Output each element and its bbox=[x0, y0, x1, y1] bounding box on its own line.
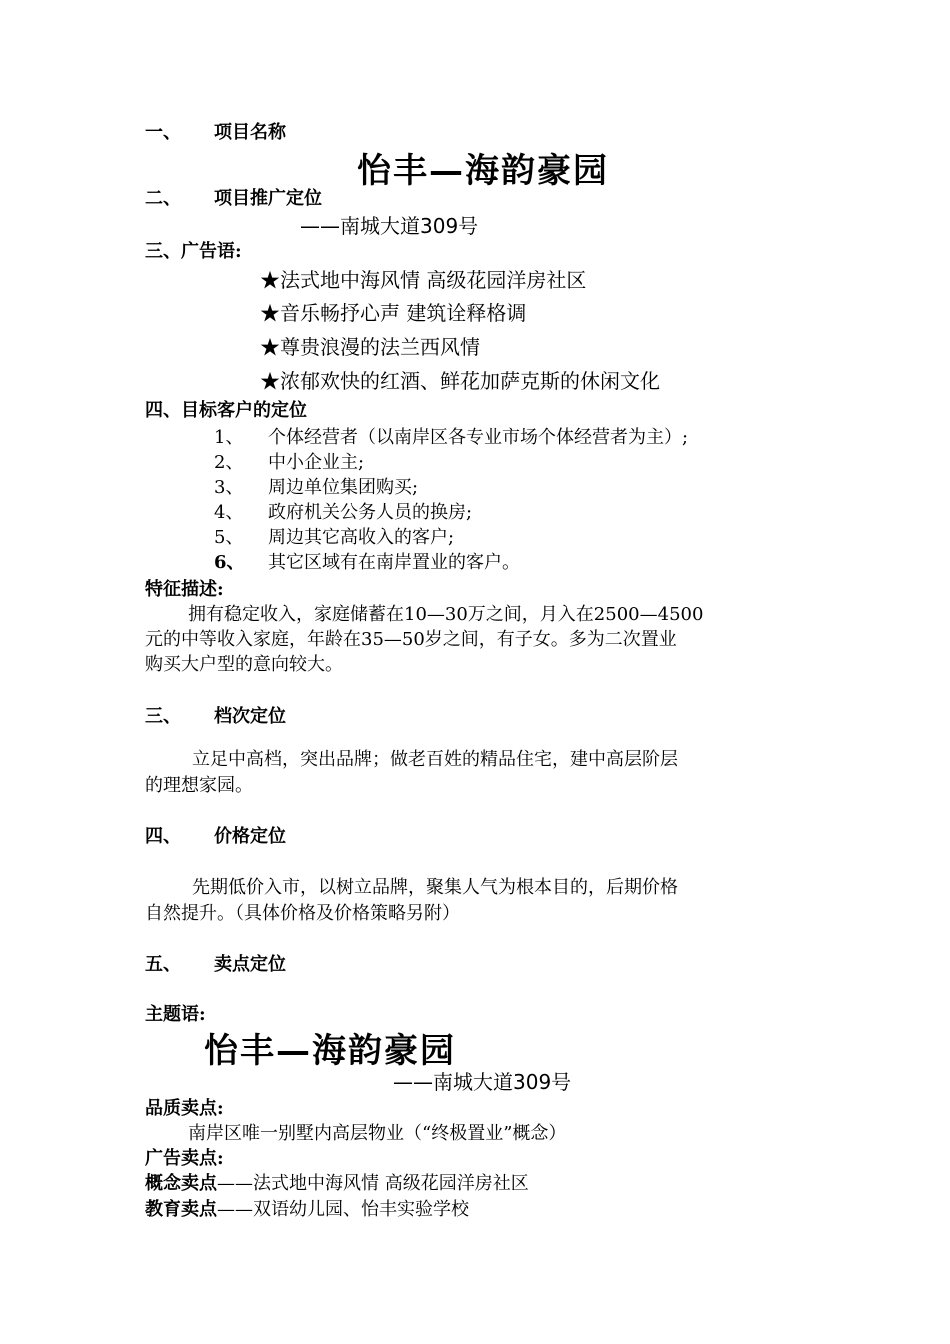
feature-line: 购买大户型的意向较大。 bbox=[145, 654, 343, 675]
list-item: 其它区域有在南岸置业的客户。 bbox=[268, 552, 520, 573]
slogan-item: ★浓郁欢快的红酒、鲜花加萨克斯的休闲文化 bbox=[260, 369, 660, 393]
price-line: 先期低价入市，以树立品牌，聚集人气为根本目的，后期价格 bbox=[192, 877, 678, 898]
feature-title: 特征描述: bbox=[145, 579, 224, 600]
section-title: 四、目标客户的定位 bbox=[145, 400, 307, 421]
section-title: 项目推广定位 bbox=[214, 188, 322, 209]
section-title: 价格定位 bbox=[214, 826, 286, 847]
concept-label: 概念卖点 bbox=[145, 1173, 217, 1194]
slogan-item: ★音乐畅抒心声 建筑诠释格调 bbox=[260, 301, 527, 325]
list-number: 1、 bbox=[214, 427, 244, 448]
quality-text: 南岸区唯一别墅内高层物业（“终极置业”概念） bbox=[188, 1123, 567, 1144]
theme-project-name: 怡丰—海韵豪园 bbox=[204, 1031, 456, 1071]
education-row bbox=[145, 1195, 469, 1221]
list-number: 5、 bbox=[214, 527, 244, 548]
list-number: 2、 bbox=[214, 452, 244, 473]
list-item: 周边单位集团购买; bbox=[268, 477, 419, 498]
list-item: 中小企业主; bbox=[268, 452, 365, 473]
section-title: 三、广告语: bbox=[145, 241, 242, 262]
section-title: 档次定位 bbox=[214, 706, 286, 727]
theme-title: 主题语: bbox=[145, 1004, 206, 1025]
section-number: 五、 bbox=[145, 954, 181, 975]
slogan-item: ★尊贵浪漫的法兰西风情 bbox=[260, 335, 480, 359]
section-number: 三、 bbox=[145, 706, 181, 727]
section-number: 四、 bbox=[145, 826, 181, 847]
list-item: 周边其它高收入的客户; bbox=[268, 527, 455, 548]
list-item: 政府机关公务人员的换房; bbox=[268, 502, 473, 523]
concept-text: ——法式地中海风情 高级花园洋房社区 bbox=[217, 1173, 529, 1194]
education-label: 教育卖点 bbox=[145, 1199, 217, 1220]
education-text: ——双语幼儿园、怡丰实验学校 bbox=[217, 1199, 469, 1220]
list-item: 个体经营者（以南岸区各专业市场个体经营者为主）; bbox=[268, 427, 689, 448]
quality-title: 品质卖点: bbox=[145, 1098, 224, 1119]
list-number: 4、 bbox=[214, 502, 244, 523]
list-number: 6、 bbox=[214, 552, 245, 573]
slogan-item: ★法式地中海风情 高级花园洋房社区 bbox=[260, 268, 587, 292]
section-number: 二、 bbox=[145, 188, 181, 209]
section-title: 项目名称 bbox=[214, 122, 286, 143]
price-line: 自然提升。（具体价格及价格策略另附） bbox=[145, 903, 460, 924]
project-name-heading: 怡丰—海韵豪园 bbox=[357, 151, 609, 191]
section-number: 一、 bbox=[145, 122, 181, 143]
concept-row bbox=[145, 1169, 529, 1195]
grade-line: 的理想家园。 bbox=[145, 775, 253, 796]
theme-address: ——南城大道309号 bbox=[393, 1070, 572, 1094]
feature-line: 拥有稳定收入，家庭储蓄在10—30万之间，月入在2500—4500 bbox=[188, 604, 704, 625]
section-title: 卖点定位 bbox=[214, 954, 286, 975]
list-number: 3、 bbox=[214, 477, 244, 498]
ad-title: 广告卖点: bbox=[145, 1148, 224, 1169]
grade-line: 立足中高档，突出品牌；做老百姓的精品住宅，建中高层阶层 bbox=[192, 749, 678, 770]
feature-line: 元的中等收入家庭，年龄在35—50岁之间，有子女。多为二次置业 bbox=[145, 629, 677, 650]
project-address: ——南城大道309号 bbox=[300, 214, 479, 238]
